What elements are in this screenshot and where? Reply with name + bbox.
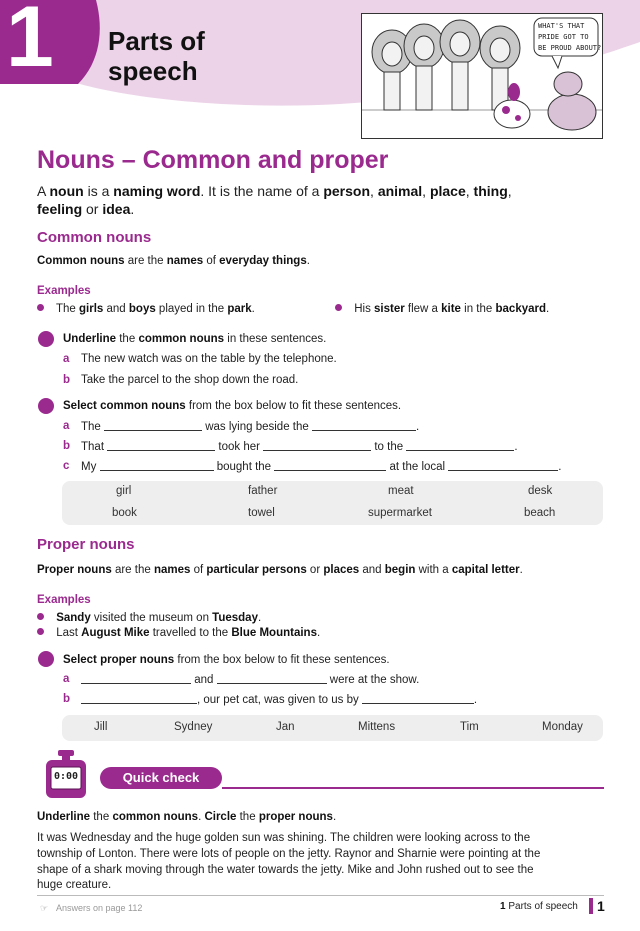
example-text: visited the museum on (90, 612, 213, 624)
page-number: 1 (597, 898, 605, 914)
question-2a-sentence (81, 420, 419, 433)
intro-text: . (130, 201, 135, 217)
question-1b-sentence[interactable]: Take the parcel to the shop down the road. (81, 374, 299, 386)
example-text: in the (460, 303, 496, 315)
example-text: . (316, 627, 321, 639)
quick-check-label: Quick check (100, 767, 222, 789)
example-text: Last (56, 627, 82, 639)
common-examples-heading: Examples (37, 285, 91, 297)
intro-text: A (37, 183, 50, 199)
word-box-word[interactable]: towel (248, 507, 275, 519)
example-bold: August (81, 627, 121, 639)
instruction-text: . (198, 811, 205, 823)
instruction-bold: proper nouns (258, 811, 333, 823)
proper-example-1 (37, 612, 261, 624)
question-1b-letter: b (63, 374, 71, 386)
sentence-text: My (81, 461, 100, 473)
sentence-text: The (81, 421, 105, 433)
footer-rule (37, 895, 604, 896)
lions-cartoon-illustration (361, 13, 603, 139)
intro-bold: idea (102, 201, 131, 217)
instruction-text: the (90, 811, 113, 823)
sentence-text: . (514, 441, 518, 453)
word-box-word[interactable]: Jill (94, 721, 108, 733)
definition-bold: everyday things (219, 255, 307, 267)
proper-examples-heading: Examples (37, 594, 91, 606)
footer-chapter-number: 1 (500, 901, 506, 912)
instruction-text: the (236, 811, 259, 823)
word-box-word[interactable]: book (112, 507, 137, 519)
example-bold: Tuesday (212, 612, 258, 624)
example-text: played in the (155, 303, 228, 315)
answer-blank[interactable] (217, 673, 327, 684)
answer-blank[interactable] (263, 440, 371, 451)
definition-text: and (359, 564, 385, 576)
example-text: and (103, 303, 129, 315)
instruction-text: . (332, 811, 337, 823)
sentence-text: . (415, 421, 420, 433)
instruction-bold: Underline (63, 333, 117, 345)
intro-text: is a (83, 183, 114, 199)
sentence-text: , our pet cat, was given to us by (197, 694, 362, 706)
proper-nouns-definition (37, 564, 523, 576)
example-bold: park (227, 303, 252, 315)
sentence-text: at the local (386, 461, 449, 473)
definition-bold: begin (384, 564, 416, 576)
answer-blank[interactable] (274, 460, 386, 471)
answer-blank[interactable] (312, 420, 416, 431)
instruction-bold: Circle (204, 811, 237, 823)
question-2c-sentence (81, 460, 562, 473)
definition-text: or (306, 564, 324, 576)
question-3a-letter: a (63, 673, 70, 685)
definition-bold: particular persons (206, 564, 307, 576)
quick-check-passage-line-1[interactable]: It was Wednesday and the huge golden sun was shining. The children were looking across to the (37, 832, 531, 844)
example-bold: Blue Mountains (231, 627, 317, 639)
instruction-bold: Select proper nouns (63, 654, 175, 666)
answer-blank[interactable] (81, 693, 197, 704)
intro-bold: person (323, 183, 371, 199)
example-text: travelled to the (149, 627, 232, 639)
definition-bold: names (166, 255, 204, 267)
answer-blank[interactable] (362, 693, 474, 704)
quick-check-passage-line-4[interactable]: huge creature. (37, 879, 112, 891)
example-bold: Mike (123, 627, 150, 639)
footer-accent-bar (589, 898, 593, 914)
quick-check-passage-line-3[interactable]: shape of a shark moving through the water towards the jetty. Mike and John rushed out to see the (37, 864, 534, 876)
question-2b-letter: b (63, 440, 71, 452)
word-box-word[interactable]: desk (528, 485, 553, 497)
definition-bold: names (153, 564, 191, 576)
example-text: . (546, 303, 550, 315)
answer-blank[interactable] (406, 440, 514, 451)
footer-chapter-text: Parts of speech (505, 901, 578, 912)
intro-bold: noun (49, 183, 84, 199)
instruction-bold: Underline (37, 811, 91, 823)
question-3b-letter: b (63, 693, 71, 705)
word-box-word[interactable]: Mittens (358, 721, 396, 733)
common-example-1 (37, 303, 255, 315)
sentence-text: bought the (213, 461, 275, 473)
answer-blank[interactable] (81, 673, 191, 684)
svg-text:PRIDE GOT TO: PRIDE GOT TO (538, 33, 589, 41)
word-box-word[interactable]: girl (116, 485, 132, 497)
intro-bold: animal (377, 183, 423, 199)
question-1-instruction (63, 333, 326, 345)
question-2-instruction (63, 400, 401, 412)
definition-text: of (203, 255, 220, 267)
answer-blank[interactable] (448, 460, 558, 471)
instruction-text: in these sentences. (224, 333, 327, 345)
intro-bold: thing (473, 183, 508, 199)
word-box-word[interactable]: Monday (542, 721, 583, 733)
question-1a-sentence[interactable]: The new watch was on the table by the telephone. (81, 353, 337, 365)
intro-bold: naming word (113, 183, 201, 199)
sentence-text: . (558, 461, 562, 473)
answers-note[interactable]: Answers on page 112 (56, 903, 143, 913)
chapter-number: 1 (6, 0, 54, 85)
common-nouns-definition (37, 255, 310, 267)
question-2-marker (38, 398, 54, 414)
instruction-text: from the box below to fit these sentences. (185, 400, 402, 412)
instruction-bold: common nouns (112, 811, 199, 823)
intro-text: , (465, 183, 474, 199)
proper-nouns-word-box (62, 715, 603, 741)
quick-check-instruction (37, 811, 336, 823)
question-2c-letter: c (63, 460, 70, 472)
example-text: The (56, 303, 80, 315)
definition-bold: places (323, 564, 360, 576)
answer-blank[interactable] (107, 440, 215, 451)
word-box-word[interactable]: father (248, 485, 278, 497)
word-box-word[interactable]: Tim (460, 721, 479, 733)
sentence-text: took her (215, 441, 264, 453)
instruction-text: the (116, 333, 139, 345)
example-bold: boys (128, 303, 156, 315)
definition-text: . (519, 564, 523, 576)
definition-bold: Proper nouns (37, 564, 112, 576)
sentence-text: were at the show. (326, 674, 420, 686)
proper-example-2 (37, 627, 320, 639)
word-box-word[interactable]: meat (388, 485, 414, 497)
question-1-marker (38, 331, 54, 347)
pointing-hand-icon: ☞ (40, 903, 49, 913)
instruction-bold: common nouns (138, 333, 225, 345)
definition-text: are the (111, 564, 154, 576)
definition-text: of (190, 564, 207, 576)
example-bold: backyard (495, 303, 547, 315)
svg-text:WHAT'S THAT: WHAT'S THAT (538, 22, 585, 30)
instruction-bold: Select common nouns (63, 400, 186, 412)
example-bold: Sandy (56, 612, 91, 624)
quick-check-passage-line-2[interactable]: township of Lonton. There were lots of people on the jetty. Raynor and Sharnie were pointing at the (37, 848, 541, 860)
common-example-2 (335, 303, 549, 315)
intro-text: . It is the name of a (200, 183, 324, 199)
question-3b-sentence (81, 693, 477, 706)
intro-text: , (507, 183, 512, 199)
chapter-title: Parts of speech (108, 26, 205, 86)
proper-nouns-heading: Proper nouns (37, 536, 135, 553)
question-3-marker (38, 651, 54, 667)
definition-bold: capital letter (451, 564, 520, 576)
sentence-text: That (81, 441, 108, 453)
definition-text: are the (124, 255, 167, 267)
page-title: Nouns – Common and proper (37, 146, 389, 174)
svg-text:BE PROUD ABOUT?: BE PROUD ABOUT? (538, 44, 602, 52)
cartoon-drawing (362, 14, 602, 138)
word-box-word[interactable]: Sydney (174, 721, 213, 733)
intro-text: , (422, 183, 430, 199)
intro-text: , (370, 183, 378, 199)
question-2a-letter: a (63, 420, 70, 432)
definition-text: with a (415, 564, 452, 576)
sentence-text: was lying beside the (202, 421, 312, 433)
word-box-word[interactable]: beach (524, 507, 556, 519)
example-bold: kite (441, 303, 461, 315)
example-text: . (257, 612, 262, 624)
question-3-instruction (63, 654, 390, 666)
question-2b-sentence (81, 440, 518, 453)
instruction-text: from the box below to fit these sentences. (174, 654, 390, 666)
quick-check-rule (222, 787, 604, 789)
example-text: His (354, 303, 375, 315)
footer-chapter-ref (500, 901, 578, 912)
example-text: flew a (404, 303, 442, 315)
common-nouns-word-box (62, 481, 603, 525)
intro-text: or (82, 201, 103, 217)
question-1a-letter: a (63, 353, 70, 365)
sentence-text: . (473, 694, 478, 706)
sentence-text: and (191, 674, 217, 686)
answer-blank[interactable] (100, 460, 214, 471)
word-box-word[interactable]: Jan (276, 721, 295, 733)
example-bold: sister (374, 303, 405, 315)
example-bold: girls (79, 303, 104, 315)
intro-bold: place (429, 183, 466, 199)
example-text: . (251, 303, 255, 315)
word-box-word[interactable]: supermarket (368, 507, 432, 519)
intro-bold: feeling (37, 201, 83, 217)
intro-line-2 (37, 200, 597, 218)
definition-bold: Common nouns (37, 255, 125, 267)
question-3a-sentence (81, 673, 419, 686)
definition-text: . (306, 255, 310, 267)
stopwatch-display: 0:00 (54, 771, 79, 782)
common-nouns-heading: Common nouns (37, 229, 152, 246)
answer-blank[interactable] (104, 420, 202, 431)
sentence-text: to the (371, 441, 407, 453)
intro-line-1 (37, 182, 597, 200)
stopwatch-icon (42, 750, 90, 800)
